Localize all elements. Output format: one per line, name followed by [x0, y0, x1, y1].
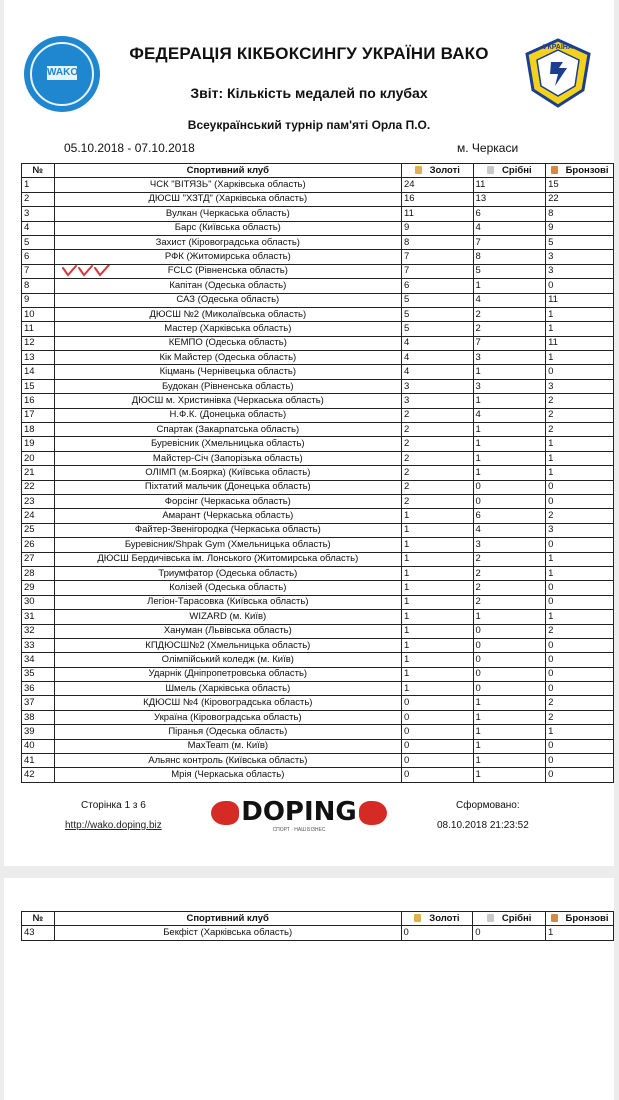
row-number: 12 — [22, 336, 55, 350]
silver-medal-icon — [487, 914, 494, 922]
gold-count: 2 — [401, 494, 473, 508]
club-name: ДЮСШ Бердичівська ім. Лонського (Житомирська область) — [54, 552, 401, 566]
header-silver: Срібні — [473, 912, 546, 926]
club-name: Олімпійський коледж (м. Київ) — [54, 653, 401, 667]
club-name: Україна (Кіровоградська область) — [54, 710, 401, 724]
row-number: 29 — [22, 581, 55, 595]
silver-medal-icon — [487, 166, 494, 174]
row-number: 10 — [22, 307, 55, 321]
gold-count: 5 — [401, 307, 473, 321]
row-number: 20 — [22, 451, 55, 465]
club-name: Мастер (Харківська область) — [54, 322, 401, 336]
generated-label: Сформовано: — [456, 800, 520, 811]
table-row — [22, 221, 614, 235]
bronze-count: 22 — [546, 192, 614, 206]
wako-logo — [24, 36, 100, 112]
row-number: 8 — [22, 279, 55, 293]
gold-count: 1 — [401, 552, 473, 566]
gold-count: 16 — [401, 192, 473, 206]
gold-count: 1 — [401, 682, 473, 696]
row-number: 24 — [22, 509, 55, 523]
row-number: 11 — [22, 322, 55, 336]
gold-count: 1 — [401, 595, 473, 609]
silver-count: 1 — [473, 466, 546, 480]
row-number: 7 — [22, 264, 55, 278]
boxing-glove-icon — [211, 801, 239, 825]
table-row — [22, 552, 614, 566]
row-number: 33 — [22, 638, 55, 652]
bronze-count: 0 — [546, 365, 614, 379]
club-name: Буревісник (Хмельницька область) — [54, 437, 401, 451]
gold-count: 2 — [401, 451, 473, 465]
silver-count: 1 — [473, 610, 546, 624]
gold-count: 1 — [401, 610, 473, 624]
silver-count: 5 — [473, 264, 546, 278]
silver-count: 3 — [473, 351, 546, 365]
bronze-count: 1 — [546, 466, 614, 480]
bronze-count: 1 — [546, 307, 614, 321]
gold-count: 1 — [401, 509, 473, 523]
row-number: 15 — [22, 379, 55, 393]
gold-count: 1 — [401, 638, 473, 652]
table-row — [22, 581, 614, 595]
row-number: 32 — [22, 624, 55, 638]
silver-count: 2 — [473, 322, 546, 336]
club-name: Буревісник/Shpak Gym (Хмельницька область) — [54, 538, 401, 552]
club-name: Будокан (Рівненська область) — [54, 379, 401, 393]
bronze-count: 2 — [546, 394, 614, 408]
table-row — [22, 437, 614, 451]
doping-logo — [209, 795, 389, 837]
club-name: Майстер-Січ (Запорізька область) — [54, 451, 401, 465]
gold-count: 0 — [401, 739, 473, 753]
medals-table — [21, 163, 614, 783]
bronze-medal-icon — [551, 166, 558, 174]
row-number: 28 — [22, 566, 55, 580]
silver-count: 0 — [473, 480, 546, 494]
silver-count: 2 — [473, 595, 546, 609]
table-row — [22, 379, 614, 393]
row-number: 4 — [22, 221, 55, 235]
bronze-count: 0 — [546, 638, 614, 652]
silver-count: 1 — [473, 710, 546, 724]
table-row — [22, 610, 614, 624]
gold-count: 2 — [401, 408, 473, 422]
wako-logo-text: WAKO — [47, 67, 79, 78]
doping-logo-subtitle: СПОРТ · НАШ БІЗНЕС — [272, 827, 326, 833]
table-row — [22, 768, 614, 782]
row-number: 2 — [22, 192, 55, 206]
club-name: Колізей (Одеська область) — [54, 581, 401, 595]
silver-count: 4 — [473, 221, 546, 235]
bronze-count: 0 — [546, 754, 614, 768]
club-name: ДЮСШ "ХЗТД" (Харківська область) — [54, 192, 401, 206]
club-name: КДЮСШ №4 (Кіровоградська область) — [54, 696, 401, 710]
bronze-count: 2 — [546, 423, 614, 437]
gold-count: 5 — [401, 322, 473, 336]
row-number: 6 — [22, 250, 55, 264]
gold-count: 24 — [401, 178, 473, 192]
table-row — [22, 566, 614, 580]
tournament-city: м. Черкаси — [457, 141, 519, 155]
gold-count: 3 — [401, 394, 473, 408]
club-name: Піхтатий мальчик (Донецька область) — [54, 480, 401, 494]
gold-count: 9 — [401, 221, 473, 235]
club-name: Шмель (Харківська область) — [54, 682, 401, 696]
logo-right-text: УКРАЇНА — [543, 44, 573, 51]
bronze-count: 0 — [546, 581, 614, 595]
club-name: FCLC (Рівненська область) — [54, 264, 401, 278]
bronze-count: 3 — [546, 250, 614, 264]
club-name: КЕМПО (Одеська область) — [54, 336, 401, 350]
row-number: 40 — [22, 739, 55, 753]
gold-count: 0 — [401, 754, 473, 768]
table-row — [22, 178, 614, 192]
bronze-count: 0 — [546, 667, 614, 681]
club-name: Захист (Кіровоградська область) — [54, 235, 401, 249]
header-silver: Срібні — [473, 164, 546, 178]
table-row — [22, 235, 614, 249]
club-name: Н.Ф.К. (Донецька область) — [54, 408, 401, 422]
bronze-count: 1 — [546, 610, 614, 624]
club-name: Кіцмань (Чернівецька область) — [54, 365, 401, 379]
row-number: 9 — [22, 293, 55, 307]
silver-count: 1 — [473, 725, 546, 739]
table-row — [22, 653, 614, 667]
silver-count: 13 — [473, 192, 546, 206]
boxing-glove-icon — [359, 801, 387, 825]
table-row — [22, 682, 614, 696]
table-row — [22, 739, 614, 753]
silver-count: 8 — [473, 250, 546, 264]
gold-count: 1 — [401, 653, 473, 667]
bronze-count: 0 — [546, 480, 614, 494]
row-number: 16 — [22, 394, 55, 408]
table-row — [22, 754, 614, 768]
silver-count: 7 — [473, 336, 546, 350]
bronze-count: 0 — [546, 682, 614, 696]
table-row — [22, 423, 614, 437]
club-name: ОЛІМП (м.Боярка) (Київська область) — [54, 466, 401, 480]
row-number: 5 — [22, 235, 55, 249]
silver-count: 1 — [473, 451, 546, 465]
table-row — [22, 466, 614, 480]
table-row — [22, 394, 614, 408]
row-number: 19 — [22, 437, 55, 451]
bronze-count: 3 — [546, 379, 614, 393]
silver-count: 0 — [473, 624, 546, 638]
silver-count: 6 — [473, 509, 546, 523]
bronze-count: 0 — [546, 595, 614, 609]
header-bronze: Бронзові — [546, 164, 614, 178]
club-name: Піранья (Одеська область) — [54, 725, 401, 739]
club-name: Ударнік (Дніпропетровська область) — [54, 667, 401, 681]
gold-count: 8 — [401, 235, 473, 249]
silver-count: 1 — [473, 739, 546, 753]
club-name: Хануман (Львівська область) — [54, 624, 401, 638]
gold-count: 11 — [401, 207, 473, 221]
gold-count: 7 — [401, 264, 473, 278]
gold-count: 0 — [401, 725, 473, 739]
table-row — [22, 926, 614, 940]
row-number: 41 — [22, 754, 55, 768]
medals-table-header — [22, 164, 614, 178]
gold-medal-icon — [414, 914, 421, 922]
header-number: № — [22, 164, 55, 178]
silver-count: 4 — [473, 408, 546, 422]
bronze-count: 1 — [546, 566, 614, 580]
bronze-count: 1 — [546, 451, 614, 465]
gold-count: 1 — [401, 667, 473, 681]
header-number: № — [22, 912, 55, 926]
row-number: 3 — [22, 207, 55, 221]
row-number: 36 — [22, 682, 55, 696]
gold-count: 1 — [401, 566, 473, 580]
club-name: WIZARD (м. Київ) — [54, 610, 401, 624]
table-row — [22, 710, 614, 724]
row-number: 21 — [22, 466, 55, 480]
gold-count: 1 — [401, 581, 473, 595]
row-number: 30 — [22, 595, 55, 609]
row-number: 35 — [22, 667, 55, 681]
table-row — [22, 207, 614, 221]
club-name: ДЮСШ м. Христинівка (Черкаська область) — [54, 394, 401, 408]
bronze-count: 0 — [546, 279, 614, 293]
bronze-count: 2 — [546, 710, 614, 724]
table-row — [22, 322, 614, 336]
gold-count: 2 — [401, 437, 473, 451]
row-number: 23 — [22, 494, 55, 508]
doping-logo-text: DOPING — [241, 797, 357, 827]
bronze-count: 1 — [546, 552, 614, 566]
club-name: Альянс контроль (Київська область) — [54, 754, 401, 768]
silver-count: 1 — [473, 696, 546, 710]
bronze-count: 3 — [546, 264, 614, 278]
silver-count: 1 — [473, 437, 546, 451]
header-bronze: Бронзові — [546, 912, 614, 926]
silver-count: 3 — [473, 379, 546, 393]
bronze-count: 2 — [546, 696, 614, 710]
gold-medal-icon — [415, 166, 422, 174]
bronze-count: 0 — [546, 538, 614, 552]
silver-count: 7 — [473, 235, 546, 249]
silver-count: 1 — [473, 754, 546, 768]
row-number: 18 — [22, 423, 55, 437]
bronze-count: 5 — [546, 235, 614, 249]
gold-count: 0 — [401, 710, 473, 724]
row-number: 27 — [22, 552, 55, 566]
club-name: Барс (Київська область) — [54, 221, 401, 235]
table-row — [22, 624, 614, 638]
bronze-count: 9 — [546, 221, 614, 235]
gold-count: 2 — [401, 423, 473, 437]
silver-count: 2 — [473, 566, 546, 580]
bronze-count: 0 — [546, 768, 614, 782]
silver-count: 0 — [473, 926, 546, 940]
silver-count: 1 — [473, 279, 546, 293]
silver-count: 0 — [473, 653, 546, 667]
report-page-2 — [4, 878, 614, 1100]
silver-count: 3 — [473, 538, 546, 552]
table-row — [22, 192, 614, 206]
bronze-count: 1 — [546, 725, 614, 739]
bronze-count: 11 — [546, 336, 614, 350]
table-row — [22, 480, 614, 494]
tournament-title: Всеукраїнський турнір пам'яті Орла П.О. — [187, 118, 431, 132]
bronze-medal-icon — [551, 914, 558, 922]
medals-table-header — [22, 912, 614, 926]
table-row — [22, 250, 614, 264]
bronze-count: 0 — [546, 653, 614, 667]
gold-count: 5 — [401, 293, 473, 307]
silver-count: 6 — [473, 207, 546, 221]
table-row — [22, 667, 614, 681]
table-row — [22, 538, 614, 552]
club-name: Форсінг (Черкаська область) — [54, 494, 401, 508]
bronze-count: 1 — [546, 322, 614, 336]
bronze-count: 15 — [546, 178, 614, 192]
silver-count: 0 — [473, 494, 546, 508]
club-name: Кік Майстер (Одеська область) — [54, 351, 401, 365]
row-number: 25 — [22, 523, 55, 537]
table-row — [22, 725, 614, 739]
gold-count: 2 — [401, 480, 473, 494]
gold-count: 4 — [401, 336, 473, 350]
bronze-count: 3 — [546, 523, 614, 537]
table-row — [22, 595, 614, 609]
row-number: 26 — [22, 538, 55, 552]
silver-count: 2 — [473, 581, 546, 595]
row-number: 31 — [22, 610, 55, 624]
gold-count: 0 — [401, 768, 473, 782]
row-number: 37 — [22, 696, 55, 710]
bronze-count: 2 — [546, 408, 614, 422]
table-row — [22, 293, 614, 307]
gold-count: 7 — [401, 250, 473, 264]
gold-count: 3 — [401, 379, 473, 393]
club-name: Амарант (Черкаська область) — [54, 509, 401, 523]
silver-count: 0 — [473, 667, 546, 681]
gold-count: 4 — [401, 365, 473, 379]
silver-count: 4 — [473, 523, 546, 537]
page-number: Сторінка 1 з 6 — [81, 800, 146, 811]
row-number: 14 — [22, 365, 55, 379]
club-name: РФК (Житомирська область) — [54, 250, 401, 264]
club-name: КПДЮСШ№2 (Хмельницька область) — [54, 638, 401, 652]
table-row — [22, 351, 614, 365]
table-row — [22, 523, 614, 537]
silver-count: 11 — [473, 178, 546, 192]
bronze-count: 1 — [546, 926, 614, 940]
silver-count: 1 — [473, 394, 546, 408]
report-page-1 — [4, 0, 614, 866]
bronze-count: 0 — [546, 739, 614, 753]
bronze-count: 0 — [546, 494, 614, 508]
table-row — [22, 509, 614, 523]
row-number: 13 — [22, 351, 55, 365]
silver-count: 1 — [473, 423, 546, 437]
table-row — [22, 336, 614, 350]
table-row — [22, 451, 614, 465]
federation-title: ФЕДЕРАЦІЯ КІКБОКСИНГУ УКРАЇНИ ВАКО — [129, 44, 489, 63]
silver-count: 0 — [473, 638, 546, 652]
table-row — [22, 279, 614, 293]
club-name: Вулкан (Черкаська область) — [54, 207, 401, 221]
silver-count: 0 — [473, 682, 546, 696]
ukraine-kickboxing-logo — [523, 38, 593, 108]
medals-table-continued — [21, 911, 614, 941]
header-gold: Золоті — [401, 912, 473, 926]
table-row — [22, 408, 614, 422]
table-row — [22, 365, 614, 379]
club-name: ДЮСШ №2 (Миколаївська область) — [54, 307, 401, 321]
gold-count: 1 — [401, 538, 473, 552]
tournament-dates: 05.10.2018 - 07.10.2018 — [64, 141, 195, 155]
gold-count: 1 — [401, 523, 473, 537]
gold-count: 4 — [401, 351, 473, 365]
gold-count: 0 — [401, 926, 473, 940]
site-link[interactable]: http://wako.doping.biz — [65, 820, 162, 831]
bronze-count: 1 — [546, 437, 614, 451]
row-number: 17 — [22, 408, 55, 422]
bronze-count: 2 — [546, 509, 614, 523]
silver-count: 2 — [473, 307, 546, 321]
club-name: САЗ (Одеська область) — [54, 293, 401, 307]
bronze-count: 11 — [546, 293, 614, 307]
club-name: ЧСК "ВІТЯЗЬ" (Харківська область) — [54, 178, 401, 192]
club-name: Легіон-Тарасовка (Київська область) — [54, 595, 401, 609]
club-name: Бекфіст (Харківська область) — [54, 926, 401, 940]
silver-count: 4 — [473, 293, 546, 307]
bronze-count: 2 — [546, 624, 614, 638]
silver-count: 1 — [473, 768, 546, 782]
generated-time: 08.10.2018 21:23:52 — [437, 820, 529, 831]
header-gold: Золоті — [401, 164, 473, 178]
row-number: 43 — [22, 926, 55, 940]
gold-count: 1 — [401, 624, 473, 638]
gold-count: 0 — [401, 696, 473, 710]
table-row — [22, 307, 614, 321]
club-name: Спартак (Закарпатська область) — [54, 423, 401, 437]
table-row — [22, 696, 614, 710]
bronze-count: 8 — [546, 207, 614, 221]
club-name: Файтер-Звенігородка (Черкаська область) — [54, 523, 401, 537]
row-number: 42 — [22, 768, 55, 782]
header-club: Спортивний клуб — [54, 912, 401, 926]
club-name: Триумфатор (Одеська область) — [54, 566, 401, 580]
bronze-count: 1 — [546, 351, 614, 365]
table-row — [22, 638, 614, 652]
row-number: 38 — [22, 710, 55, 724]
club-name: Мрія (Черкаська область) — [54, 768, 401, 782]
club-name: MaxTeam (м. Київ) — [54, 739, 401, 753]
row-number: 22 — [22, 480, 55, 494]
table-row — [22, 264, 614, 278]
row-number: 1 — [22, 178, 55, 192]
table-row — [22, 494, 614, 508]
silver-count: 1 — [473, 365, 546, 379]
header-club: Спортивний клуб — [54, 164, 401, 178]
gold-count: 6 — [401, 279, 473, 293]
club-name: Капітан (Одеська область) — [54, 279, 401, 293]
row-number: 34 — [22, 653, 55, 667]
report-title: Звіт: Кількість медалей по клубах — [190, 85, 428, 101]
gold-count: 2 — [401, 466, 473, 480]
row-number: 39 — [22, 725, 55, 739]
silver-count: 2 — [473, 552, 546, 566]
